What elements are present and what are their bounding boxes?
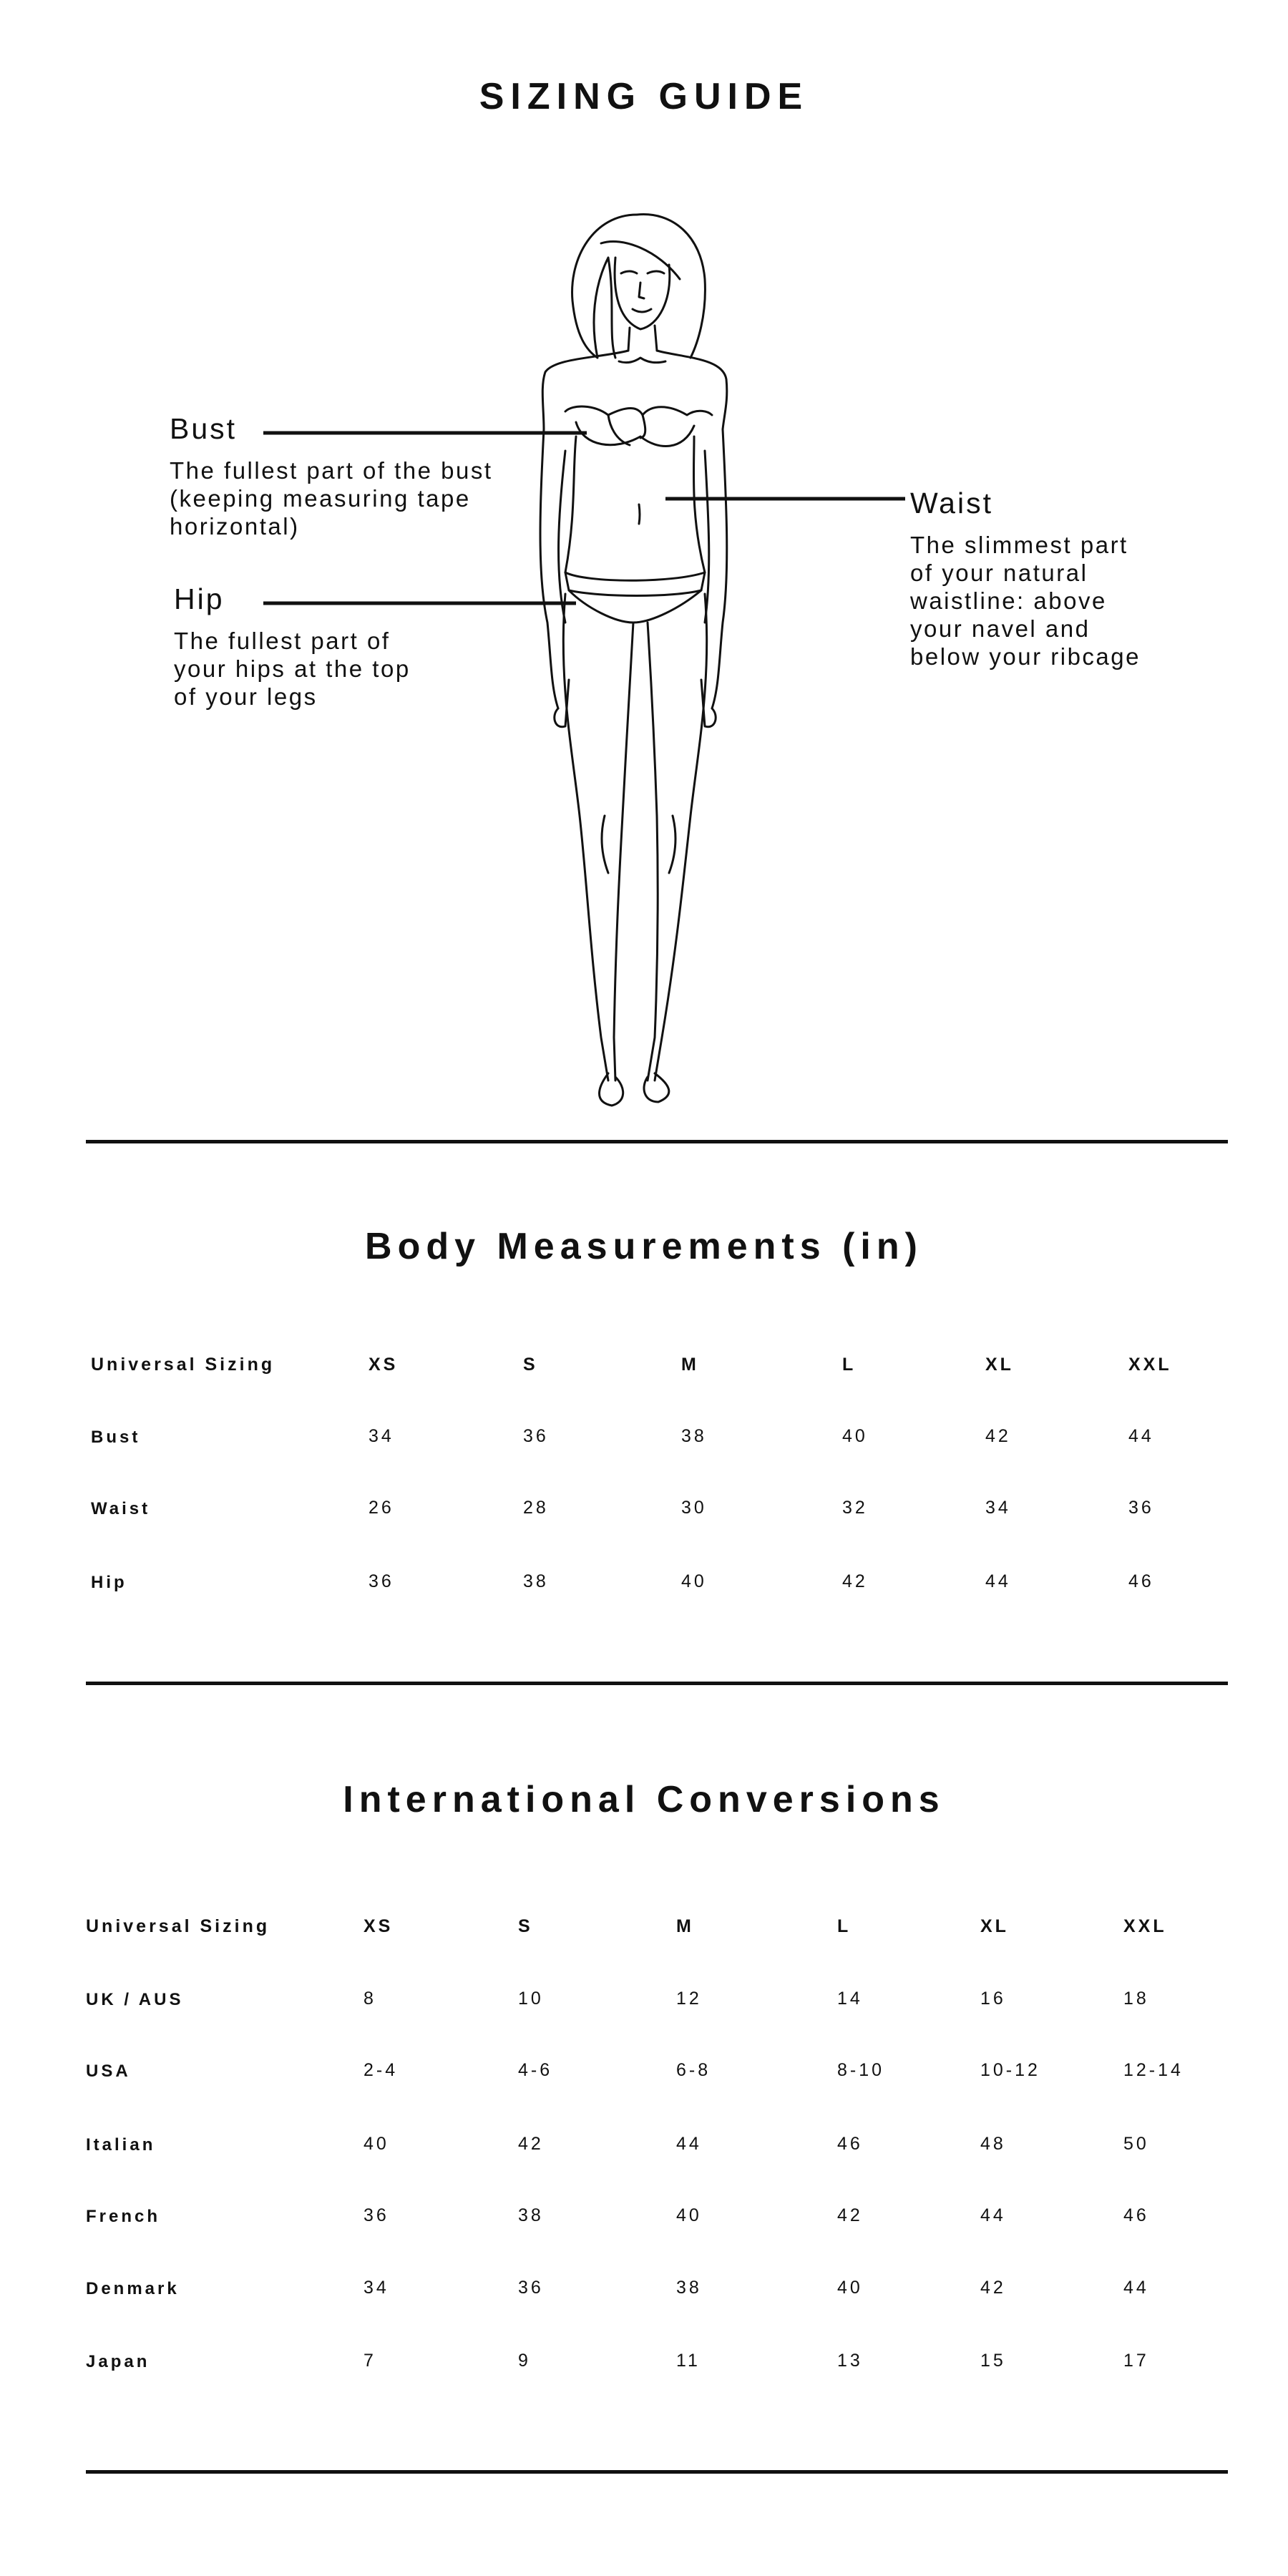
table-cell: 38 <box>681 1426 707 1446</box>
table-cell: 6-8 <box>676 2060 711 2080</box>
hip-desc-line: your hips at the top <box>174 655 411 682</box>
waist-desc-line: waistline: above <box>910 587 1107 614</box>
row-label: Japan <box>86 2352 150 2371</box>
table-cell: 36 <box>523 1426 549 1446</box>
waist-desc-line: of your natural <box>910 560 1088 586</box>
table-cell: 30 <box>681 1498 707 1518</box>
column-header: S <box>518 1916 533 1936</box>
section-divider <box>86 1140 1228 1143</box>
row-label: USA <box>86 2062 131 2081</box>
body-measurements-title: Body Measurements (in) <box>365 1226 923 1267</box>
table-cell: 36 <box>369 1571 394 1591</box>
hip-desc-line: The fullest part of <box>174 628 391 654</box>
table-cell: 44 <box>980 2205 1006 2225</box>
bust-desc-line: The fullest part of the bust <box>170 457 493 484</box>
table-cell: 44 <box>1123 2278 1149 2298</box>
bust-label-title: Bust <box>170 412 238 445</box>
table-cell: 40 <box>837 2278 863 2298</box>
column-header: M <box>681 1355 699 1375</box>
table-cell: 9 <box>518 2351 531 2371</box>
table-cell: 42 <box>842 1571 868 1591</box>
waist-label-title: Waist <box>910 487 993 519</box>
column-header: L <box>842 1355 857 1375</box>
table-cell: 10-12 <box>980 2060 1040 2080</box>
section-divider <box>86 1682 1228 1685</box>
column-header: L <box>837 1916 852 1936</box>
table-cell: 8-10 <box>837 2060 885 2080</box>
bust-label-description <box>170 457 493 540</box>
row-label: Waist <box>91 1499 151 1518</box>
column-header: XXL <box>1123 1916 1167 1936</box>
table-cell: 28 <box>523 1498 549 1518</box>
waist-label-description <box>910 531 1141 670</box>
header-label: Universal Sizing <box>86 1916 270 1936</box>
table-cell: 44 <box>676 2134 702 2154</box>
table-cell: 10 <box>518 1989 544 2009</box>
hip-label-title: Hip <box>174 582 225 615</box>
column-header: XS <box>369 1355 399 1375</box>
table-cell: 42 <box>837 2205 863 2225</box>
table-cell: 40 <box>676 2205 702 2225</box>
row-label: Denmark <box>86 2279 180 2298</box>
row-label: French <box>86 2207 161 2226</box>
column-header: S <box>523 1355 538 1375</box>
table-cell: 40 <box>364 2134 389 2154</box>
table-cell: 48 <box>980 2134 1006 2154</box>
bust-desc-line: horizontal) <box>170 513 300 540</box>
body-figure-section <box>0 0 1288 1145</box>
international-conversions-title: International Conversions <box>343 1779 945 1820</box>
table-cell: 38 <box>676 2278 702 2298</box>
table-cell: 32 <box>842 1498 868 1518</box>
table-cell: 44 <box>1128 1426 1154 1446</box>
table-cell: 16 <box>980 1989 1006 2009</box>
table-cell: 7 <box>364 2351 376 2371</box>
table-cell: 38 <box>523 1571 549 1591</box>
table-cell: 15 <box>980 2351 1006 2371</box>
table-cell: 13 <box>837 2351 863 2371</box>
bust-desc-line: (keeping measuring tape <box>170 485 471 512</box>
table-cell: 46 <box>1128 1571 1154 1591</box>
table-cell: 36 <box>1128 1498 1154 1518</box>
section-divider <box>86 2470 1228 2474</box>
table-cell: 38 <box>518 2205 544 2225</box>
waist-desc-line: your navel and <box>910 615 1091 642</box>
column-header: XXL <box>1128 1355 1172 1375</box>
hip-label-description <box>174 627 411 711</box>
row-label: Italian <box>86 2135 156 2155</box>
waist-desc-line: below your ribcage <box>910 643 1141 670</box>
table-cell: 4-6 <box>518 2060 553 2080</box>
row-label: Hip <box>91 1573 127 1592</box>
table-cell: 42 <box>985 1426 1011 1446</box>
table-cell: 12 <box>676 1989 702 2009</box>
table-cell: 44 <box>985 1571 1011 1591</box>
row-label: Bust <box>91 1428 141 1447</box>
table-cell: 34 <box>369 1426 394 1446</box>
hip-desc-line: of your legs <box>174 683 318 710</box>
table-cell: 18 <box>1123 1989 1149 2009</box>
table-cell: 8 <box>364 1989 376 2009</box>
header-label: Universal Sizing <box>91 1355 275 1375</box>
column-header: XS <box>364 1916 394 1936</box>
table-cell: 40 <box>681 1571 707 1591</box>
table-cell: 36 <box>518 2278 544 2298</box>
table-cell: 12-14 <box>1123 2060 1184 2080</box>
table-cell: 46 <box>1123 2205 1149 2225</box>
table-cell: 17 <box>1123 2351 1149 2371</box>
table-cell: 14 <box>837 1989 863 2009</box>
table-cell: 50 <box>1123 2134 1149 2154</box>
column-header: M <box>676 1916 694 1936</box>
table-cell: 42 <box>518 2134 544 2154</box>
table-cell: 40 <box>842 1426 868 1446</box>
table-cell: 36 <box>364 2205 389 2225</box>
waist-desc-line: The slimmest part <box>910 532 1128 558</box>
page-title: SIZING GUIDE <box>479 76 809 117</box>
table-cell: 34 <box>364 2278 389 2298</box>
table-cell: 26 <box>369 1498 394 1518</box>
column-header: XL <box>985 1355 1014 1375</box>
table-cell: 11 <box>676 2351 701 2371</box>
table-cell: 34 <box>985 1498 1011 1518</box>
column-header: XL <box>980 1916 1009 1936</box>
table-cell: 46 <box>837 2134 863 2154</box>
row-label: UK / AUS <box>86 1990 184 2009</box>
table-cell: 2-4 <box>364 2060 399 2080</box>
table-cell: 42 <box>980 2278 1006 2298</box>
